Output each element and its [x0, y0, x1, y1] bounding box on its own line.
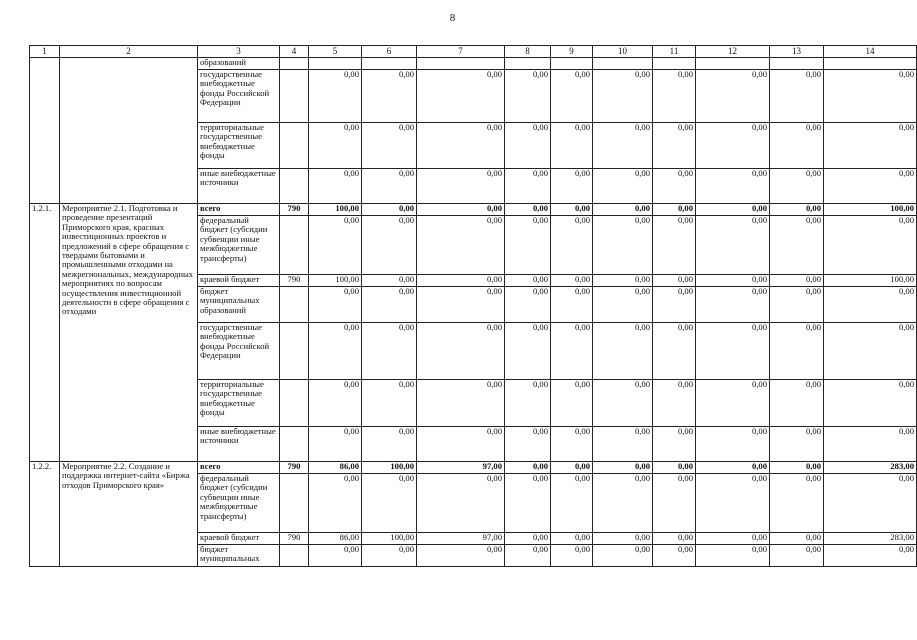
budget-code	[280, 380, 309, 427]
amount-cell: 0,00	[593, 462, 653, 474]
amount-cell: 0,00	[505, 204, 551, 216]
column-number: 2	[60, 46, 198, 58]
amount-cell: 0,00	[824, 287, 917, 323]
amount-cell: 0,00	[417, 545, 505, 567]
amount-cell: 0,00	[770, 545, 824, 567]
column-number: 5	[309, 46, 362, 58]
amount-cell: 0,00	[309, 70, 362, 123]
column-number: 4	[280, 46, 309, 58]
amount-cell: 0,00	[593, 287, 653, 323]
amount-cell	[593, 58, 653, 70]
funding-source: территориальные государственные внебюджетные фонды	[198, 123, 280, 169]
budget-code	[280, 287, 309, 323]
amount-cell: 0,00	[362, 70, 417, 123]
amount-cell	[824, 58, 917, 70]
funding-source: бюджет муниципальных	[198, 545, 280, 567]
amount-cell: 0,00	[696, 275, 770, 287]
page-number: 8	[449, 12, 456, 24]
amount-cell: 0,00	[653, 123, 696, 169]
amount-cell: 0,00	[696, 287, 770, 323]
column-number-row	[30, 46, 917, 58]
amount-cell: 0,00	[417, 287, 505, 323]
amount-cell: 0,00	[593, 204, 653, 216]
amount-cell: 0,00	[696, 70, 770, 123]
amount-cell	[309, 58, 362, 70]
amount-cell: 0,00	[770, 427, 824, 462]
amount-cell: 0,00	[551, 275, 593, 287]
item-title: Мероприятие 2.1. Подготовка и проведение презентаций Приморского края, красных инвестиционных проектов и предложений в сфере обращения с твердыми бытовыми и промышленными отходами на межрегиональных, международных мероприятиях по вопросам осуществления инвестиционной деятельности в сфере обращения с отходами	[60, 204, 198, 462]
item-number: 1.2.1.	[30, 204, 60, 462]
amount-cell: 0,00	[505, 427, 551, 462]
amount-cell: 0,00	[824, 380, 917, 427]
amount-cell: 0,00	[362, 204, 417, 216]
amount-cell: 0,00	[505, 323, 551, 380]
amount-cell: 0,00	[551, 533, 593, 545]
funding-source: государственные внебюджетные фонды Российской Федерации	[198, 323, 280, 380]
amount-cell: 0,00	[551, 169, 593, 204]
amount-cell: 0,00	[696, 533, 770, 545]
amount-cell: 100,00	[309, 204, 362, 216]
column-number: 14	[824, 46, 917, 58]
amount-cell: 0,00	[770, 70, 824, 123]
funding-source: образований	[198, 58, 280, 70]
amount-cell: 0,00	[824, 70, 917, 123]
amount-cell: 0,00	[770, 380, 824, 427]
amount-cell: 0,00	[653, 275, 696, 287]
amount-cell: 0,00	[505, 216, 551, 275]
amount-cell: 0,00	[653, 545, 696, 567]
amount-cell: 0,00	[551, 70, 593, 123]
table-row	[30, 58, 917, 70]
amount-cell: 0,00	[824, 169, 917, 204]
budget-code	[280, 169, 309, 204]
amount-cell: 0,00	[362, 545, 417, 567]
amount-cell: 0,00	[824, 323, 917, 380]
amount-cell	[505, 58, 551, 70]
amount-cell: 0,00	[505, 533, 551, 545]
amount-cell: 97,00	[417, 462, 505, 474]
budget-code	[280, 545, 309, 567]
amount-cell: 0,00	[653, 169, 696, 204]
amount-cell: 100,00	[362, 533, 417, 545]
amount-cell: 0,00	[770, 204, 824, 216]
amount-cell: 0,00	[593, 380, 653, 427]
amount-cell: 0,00	[417, 216, 505, 275]
amount-cell: 0,00	[593, 323, 653, 380]
amount-cell: 0,00	[653, 204, 696, 216]
total-row	[30, 204, 917, 216]
amount-cell: 0,00	[653, 427, 696, 462]
amount-cell: 0,00	[551, 474, 593, 533]
column-number: 6	[362, 46, 417, 58]
amount-cell: 0,00	[824, 123, 917, 169]
budget-code	[280, 427, 309, 462]
amount-cell: 0,00	[417, 169, 505, 204]
amount-cell	[551, 58, 593, 70]
amount-cell: 0,00	[505, 169, 551, 204]
column-number: 10	[593, 46, 653, 58]
amount-cell: 0,00	[505, 462, 551, 474]
amount-cell: 0,00	[696, 545, 770, 567]
amount-cell: 0,00	[505, 70, 551, 123]
amount-cell: 97,00	[417, 533, 505, 545]
amount-cell: 0,00	[770, 474, 824, 533]
amount-cell: 0,00	[417, 380, 505, 427]
total-row	[30, 462, 917, 474]
budget-code: 790	[280, 533, 309, 545]
amount-cell: 0,00	[653, 287, 696, 323]
funding-source: федеральный бюджет (субсидии субвенции иные межбюджетные трансферты)	[198, 216, 280, 275]
budget-code: 790	[280, 462, 309, 474]
funding-source: территориальные государственные внебюджетные фонды	[198, 380, 280, 427]
amount-cell: 0,00	[696, 216, 770, 275]
column-number: 1	[30, 46, 60, 58]
amount-cell: 0,00	[505, 545, 551, 567]
amount-cell: 0,00	[362, 216, 417, 275]
amount-cell: 0,00	[593, 216, 653, 275]
amount-cell: 0,00	[653, 533, 696, 545]
amount-cell: 0,00	[593, 474, 653, 533]
amount-cell: 0,00	[593, 123, 653, 169]
item-number: 1.2.2.	[30, 462, 60, 567]
amount-cell: 0,00	[551, 123, 593, 169]
amount-cell: 0,00	[551, 216, 593, 275]
budget-code	[280, 70, 309, 123]
amount-cell: 0,00	[696, 204, 770, 216]
amount-cell: 0,00	[505, 380, 551, 427]
amount-cell: 0,00	[696, 427, 770, 462]
amount-cell: 0,00	[696, 123, 770, 169]
funding-source: бюджет муниципальных образований	[198, 287, 280, 323]
amount-cell: 0,00	[824, 427, 917, 462]
budget-code	[280, 216, 309, 275]
amount-cell: 283,00	[824, 533, 917, 545]
amount-cell: 0,00	[309, 169, 362, 204]
amount-cell: 0,00	[770, 462, 824, 474]
amount-cell: 0,00	[551, 545, 593, 567]
column-number: 9	[551, 46, 593, 58]
amount-cell: 0,00	[824, 474, 917, 533]
amount-cell: 0,00	[593, 533, 653, 545]
amount-cell: 0,00	[770, 123, 824, 169]
amount-cell: 0,00	[309, 287, 362, 323]
funding-source: иные внебюджетные источники	[198, 427, 280, 462]
amount-cell: 0,00	[696, 380, 770, 427]
amount-cell: 0,00	[593, 545, 653, 567]
amount-cell: 0,00	[417, 275, 505, 287]
column-number: 7	[417, 46, 505, 58]
amount-cell: 0,00	[417, 323, 505, 380]
amount-cell: 0,00	[824, 545, 917, 567]
amount-cell: 0,00	[770, 169, 824, 204]
amount-cell: 100,00	[824, 275, 917, 287]
budget-code	[280, 123, 309, 169]
amount-cell: 0,00	[593, 169, 653, 204]
amount-cell	[696, 58, 770, 70]
amount-cell: 0,00	[770, 287, 824, 323]
column-number: 12	[696, 46, 770, 58]
funding-source: краевой бюджет	[198, 275, 280, 287]
amount-cell: 0,00	[309, 323, 362, 380]
amount-cell: 0,00	[417, 123, 505, 169]
amount-cell: 0,00	[362, 380, 417, 427]
amount-cell: 0,00	[505, 474, 551, 533]
amount-cell: 0,00	[593, 275, 653, 287]
item-title: Мероприятие 2.2. Создание и поддержка интернет-сайта «Биржа отходов Приморского края»	[60, 462, 198, 567]
column-number: 11	[653, 46, 696, 58]
budget-code: 790	[280, 204, 309, 216]
amount-cell: 0,00	[417, 474, 505, 533]
amount-cell: 0,00	[653, 216, 696, 275]
item-title	[60, 58, 198, 204]
amount-cell: 0,00	[309, 123, 362, 169]
amount-cell	[770, 58, 824, 70]
amount-cell: 0,00	[309, 474, 362, 533]
amount-cell: 0,00	[309, 427, 362, 462]
amount-cell: 0,00	[551, 287, 593, 323]
budget-code	[280, 323, 309, 380]
amount-cell: 0,00	[551, 204, 593, 216]
amount-cell: 0,00	[696, 323, 770, 380]
amount-cell	[362, 58, 417, 70]
amount-cell: 0,00	[362, 323, 417, 380]
amount-cell: 0,00	[505, 275, 551, 287]
amount-cell: 0,00	[362, 275, 417, 287]
amount-cell: 0,00	[551, 427, 593, 462]
amount-cell: 0,00	[653, 70, 696, 123]
amount-cell: 100,00	[824, 204, 917, 216]
amount-cell: 0,00	[417, 427, 505, 462]
amount-cell: 0,00	[362, 287, 417, 323]
item-number	[30, 58, 60, 204]
budget-code	[280, 474, 309, 533]
amount-cell: 0,00	[696, 474, 770, 533]
funding-source: всего	[198, 462, 280, 474]
funding-source: федеральный бюджет (субсидии субвенции иные межбюджетные трансферты)	[198, 474, 280, 533]
amount-cell: 0,00	[362, 427, 417, 462]
amount-cell: 0,00	[417, 204, 505, 216]
amount-cell	[417, 58, 505, 70]
funding-source: всего	[198, 204, 280, 216]
amount-cell: 0,00	[309, 545, 362, 567]
column-number: 13	[770, 46, 824, 58]
amount-cell: 0,00	[417, 70, 505, 123]
column-number: 3	[198, 46, 280, 58]
amount-cell: 100,00	[362, 462, 417, 474]
amount-cell: 0,00	[696, 169, 770, 204]
amount-cell: 0,00	[770, 323, 824, 380]
amount-cell: 0,00	[653, 462, 696, 474]
amount-cell: 0,00	[593, 427, 653, 462]
amount-cell: 100,00	[309, 275, 362, 287]
column-number: 8	[505, 46, 551, 58]
amount-cell: 0,00	[505, 123, 551, 169]
amount-cell	[653, 58, 696, 70]
budget-table	[29, 45, 917, 567]
amount-cell: 0,00	[653, 474, 696, 533]
amount-cell: 0,00	[551, 380, 593, 427]
amount-cell: 0,00	[824, 216, 917, 275]
amount-cell: 0,00	[362, 123, 417, 169]
funding-source: иные внебюджетные источники	[198, 169, 280, 204]
amount-cell: 86,00	[309, 462, 362, 474]
amount-cell: 0,00	[770, 216, 824, 275]
funding-source: краевой бюджет	[198, 533, 280, 545]
amount-cell: 0,00	[593, 70, 653, 123]
amount-cell: 0,00	[309, 380, 362, 427]
amount-cell: 283,00	[824, 462, 917, 474]
amount-cell: 0,00	[505, 287, 551, 323]
amount-cell: 0,00	[770, 533, 824, 545]
amount-cell: 0,00	[696, 462, 770, 474]
amount-cell: 0,00	[653, 323, 696, 380]
amount-cell: 0,00	[770, 275, 824, 287]
budget-code	[280, 58, 309, 70]
amount-cell: 0,00	[362, 169, 417, 204]
budget-code: 790	[280, 275, 309, 287]
funding-source: государственные внебюджетные фонды Российской Федерации	[198, 70, 280, 123]
amount-cell: 0,00	[653, 380, 696, 427]
amount-cell: 86,00	[309, 533, 362, 545]
amount-cell: 0,00	[362, 474, 417, 533]
amount-cell: 0,00	[309, 216, 362, 275]
amount-cell: 0,00	[551, 462, 593, 474]
amount-cell: 0,00	[551, 323, 593, 380]
